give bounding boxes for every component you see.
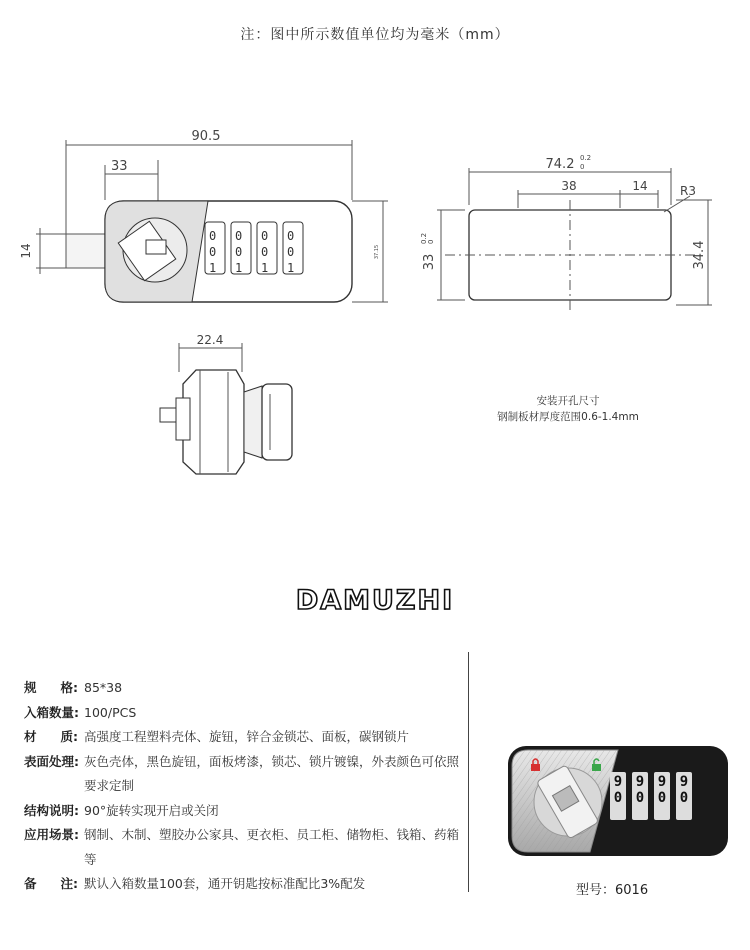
spec-key: 备 注: [24, 876, 78, 891]
spec-value: 灰色壳体，黑色旋钮，面板烤漆，锁芯、锁片镀镍，外表颜色可依照要求定制 [84, 753, 460, 793]
spec-value: 高强度工程塑料壳体、旋钮，锌合金锁芯、面板，碳钢锁片 [84, 729, 410, 744]
svg-text:1: 1 [235, 261, 243, 275]
spec-value: 100/PCS [84, 704, 137, 720]
brand-name: DAMUZHI [295, 585, 455, 614]
spec-row-qty [24, 701, 464, 726]
dim-slot: 38 [561, 179, 577, 193]
wheel-digit: 0 [657, 790, 667, 806]
dim-outer-height: 34.4 [692, 240, 707, 270]
dim-shaft: 14 [19, 243, 33, 259]
spec-row-usage [24, 823, 464, 872]
svg-text:1: 1 [209, 261, 217, 275]
spec-key: 表面处理: [24, 753, 79, 769]
dim-side-depth: 22.4 [196, 333, 224, 347]
spec-row-surface [24, 750, 464, 799]
front-view [36, 140, 388, 302]
spec-row-material [24, 725, 464, 750]
spec-row-structure [24, 799, 464, 824]
spec-value: 默认入箱数量100套，通开钥匙按标准配比3%配发 [84, 876, 366, 891]
wheel-top-digit: 9 [613, 774, 623, 790]
brand-logo [285, 584, 465, 614]
svg-text:0: 0 [287, 245, 295, 259]
svg-text:0: 0 [235, 245, 243, 259]
spec-key: 入箱数量: [24, 704, 79, 720]
dim-cutout-height: 33 [422, 253, 437, 271]
spec-key: 材 质: [24, 729, 78, 744]
spec-key: 应用场景: [24, 827, 79, 842]
product-photo [506, 742, 730, 860]
dim-cutout-width-tol-upper: 0.2 [580, 154, 592, 162]
spec-value: 85*38 [84, 680, 123, 695]
units-note: 注：图中所示数值单位均为毫米（mm） [240, 27, 510, 43]
wheel-digit: 0 [679, 790, 689, 806]
dim-cutout-width-tol-lower: 0 [580, 163, 585, 171]
wheel-digit: 0 [635, 790, 645, 806]
dim-cutout-height-tol-upper: 0.2 [420, 232, 428, 244]
spec-value: 钢制、木制、塑胶办公家具、更衣柜、员工柜、储物柜、钱箱、药箱等 [84, 827, 460, 867]
model-label: 型号：6016 [576, 883, 649, 898]
caption-thickness: 钢制板材厚度范围0.6-1.4mm [497, 411, 639, 423]
spec-row-size [24, 676, 464, 701]
svg-text:1: 1 [261, 261, 269, 275]
cutout-caption [468, 393, 668, 425]
dim-gap: 14 [632, 179, 648, 193]
svg-text:0: 0 [261, 229, 269, 243]
dim-radius: R3 [680, 184, 696, 198]
wheel-digit: 0 [613, 790, 623, 806]
caption-title: 安装开孔尺寸 [536, 395, 600, 407]
wheel-top-digit: 9 [657, 774, 667, 790]
spec-row-note [24, 872, 464, 897]
side-view [160, 343, 292, 474]
svg-text:0: 0 [209, 245, 217, 259]
dim-overall-width: 90.5 [191, 129, 221, 144]
wheel-top-digit: 9 [635, 774, 645, 790]
svg-text:0: 0 [287, 229, 295, 243]
spec-key: 结构说明: [24, 802, 79, 818]
spec-value: 90°旋转实现开启或关闭 [84, 802, 219, 818]
svg-text:0: 0 [261, 245, 269, 259]
dim-cutout-width: 74.2 [545, 157, 575, 172]
wheel-top-digit: 9 [679, 774, 689, 790]
dim-tiny: 37.15 [374, 244, 380, 260]
divider [468, 652, 469, 892]
spec-list [24, 676, 464, 897]
spec-key: 规 格: [24, 680, 78, 695]
svg-text:0: 0 [235, 229, 243, 243]
svg-text:0: 0 [209, 229, 217, 243]
dim-cutout-height-tol-lower: 0 [427, 239, 435, 244]
dim-offset: 33 [111, 159, 128, 174]
svg-text:1: 1 [287, 261, 295, 275]
